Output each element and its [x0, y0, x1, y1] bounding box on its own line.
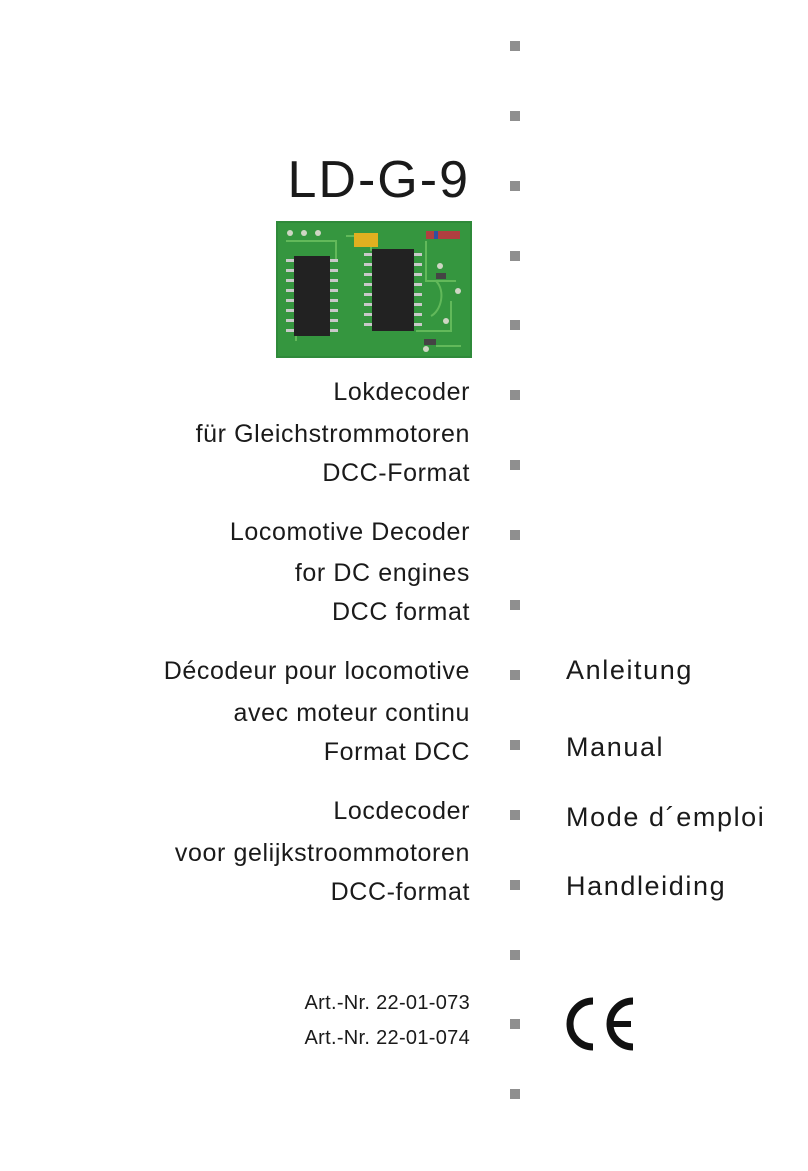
- article-number-1: Art.-Nr. 22-01-073: [304, 992, 470, 1014]
- square-bullet-icon: [510, 320, 520, 330]
- manual-label-en: Manual: [566, 732, 665, 762]
- square-bullet-icon: [510, 1019, 520, 1029]
- square-bullet-icon: [510, 390, 520, 400]
- manual-label-de: Anleitung: [566, 655, 693, 685]
- product-line-fr-1: Décodeur pour locomotive: [163, 657, 470, 685]
- product-line-en-3: DCC format: [332, 598, 470, 626]
- square-bullet-icon: [510, 950, 520, 960]
- square-bullet-icon: [510, 111, 520, 121]
- ce-mark-icon: [563, 995, 639, 1053]
- square-bullet-icon: [510, 251, 520, 261]
- product-line-de-3: DCC-Format: [322, 459, 470, 487]
- square-bullet-icon: [510, 880, 520, 890]
- product-line-de-2: für Gleichstrommotoren: [195, 420, 470, 448]
- manual-label-fr: Mode d´emploi: [566, 802, 766, 832]
- square-bullet-icon: [510, 460, 520, 470]
- product-line-en-2: for DC engines: [294, 559, 470, 587]
- product-line-de-1: Lokdecoder: [333, 378, 470, 406]
- decoder-board-image: [276, 221, 472, 358]
- manual-label-nl: Handleiding: [566, 871, 727, 901]
- product-line-en-1: Locomotive Decoder: [229, 518, 470, 546]
- product-line-nl-1: Locdecoder: [333, 797, 470, 825]
- product-line-fr-3: Format DCC: [323, 738, 470, 766]
- product-line-nl-2: voor gelijkstroommotoren: [174, 839, 470, 867]
- square-bullet-icon: [510, 600, 520, 610]
- square-bullet-icon: [510, 740, 520, 750]
- square-bullet-icon: [510, 530, 520, 540]
- square-bullet-icon: [510, 1089, 520, 1099]
- square-bullet-icon: [510, 670, 520, 680]
- square-bullet-icon: [510, 810, 520, 820]
- square-bullet-icon: [510, 181, 520, 191]
- product-line-fr-2: avec moteur continu: [233, 699, 470, 727]
- product-line-nl-3: DCC-format: [330, 878, 470, 906]
- product-title: LD-G-9: [287, 151, 470, 209]
- square-bullet-icon: [510, 41, 520, 51]
- article-number-2: Art.-Nr. 22-01-074: [304, 1027, 470, 1049]
